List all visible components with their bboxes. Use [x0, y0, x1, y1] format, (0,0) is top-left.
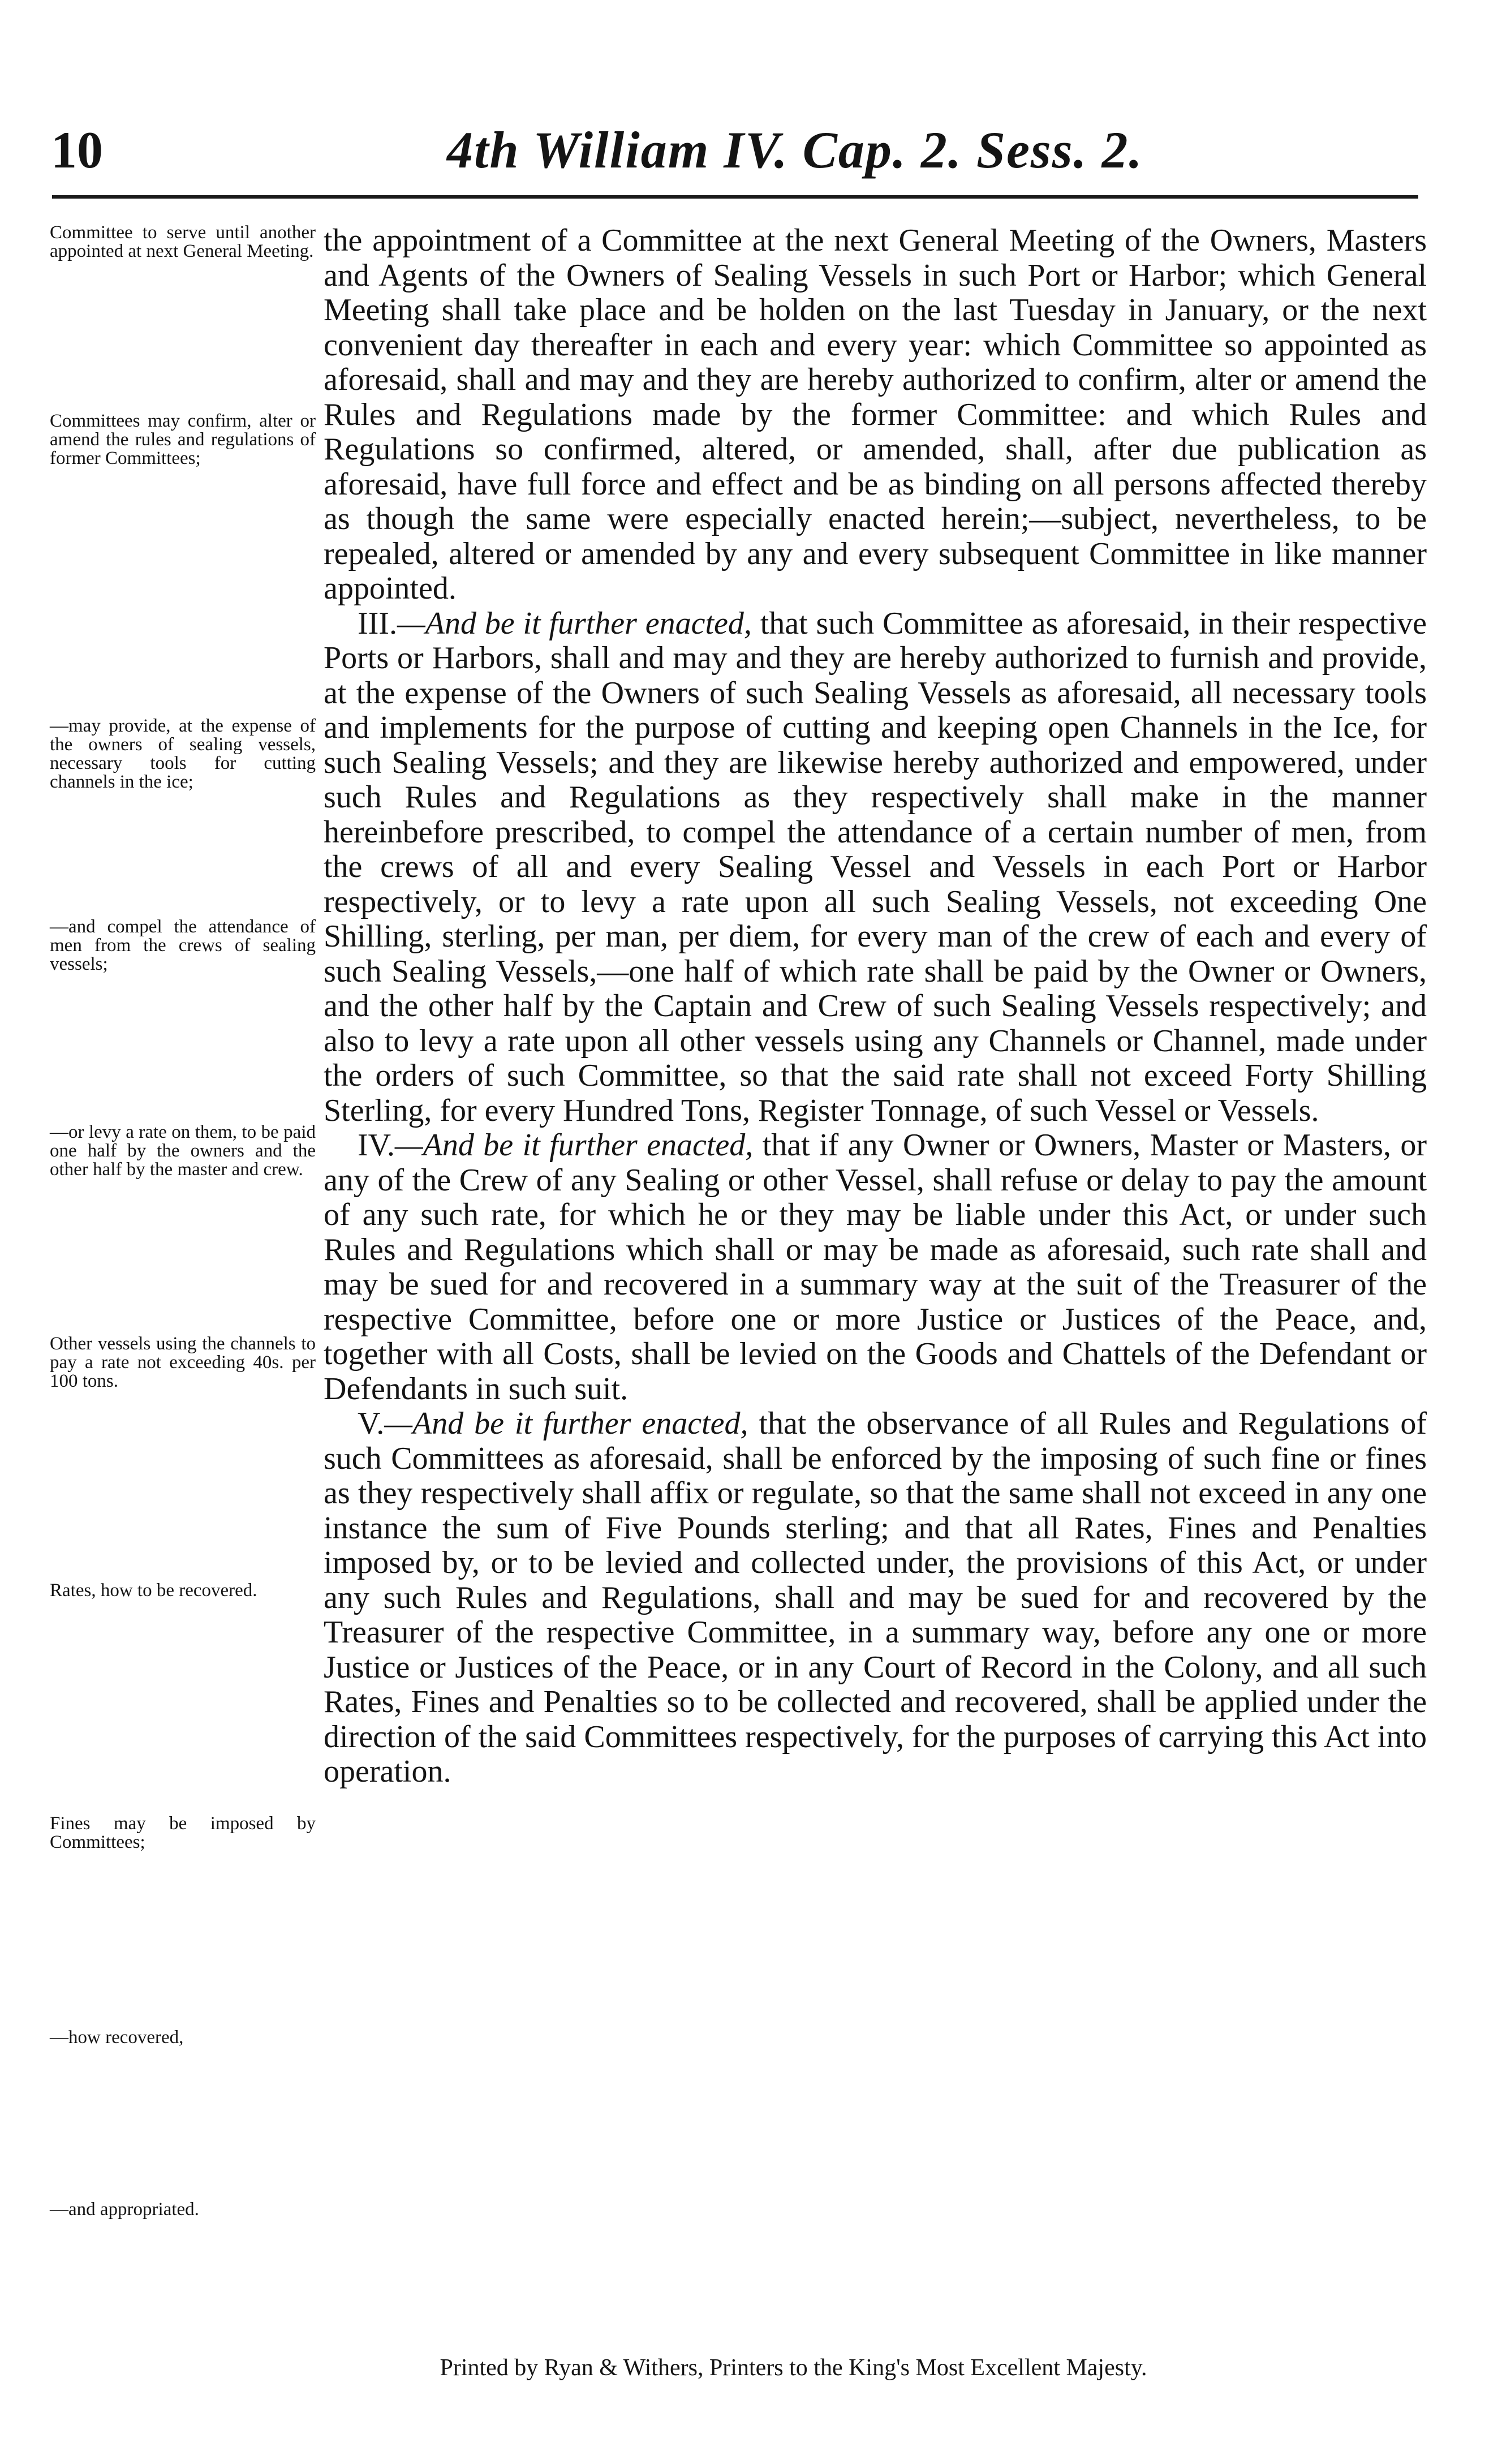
margin-note: —and appropriated. [50, 2199, 199, 2220]
section-enacting-clause: —And be it further enacted, [384, 1406, 748, 1441]
running-head: 4th William IV. Cap. 2. Sess. 2. [447, 121, 1143, 179]
paragraph-text: the appointment of a Committee at the next General Meeting of the Owners, Masters and Agents of the Owners of Sealing Vessels in such Port or Harbor; which General Meeting shall take place and be holden on the last Tuesday in January, or the next convenient day thereafter in each and every year: which Committee so appointed as aforesaid, shall and may and they are hereby authorized to confirm, alter or amend the Rules and Regulations made by the former Committee: and which Rules and Regulations so confirmed, altered, or amended, shall, after due publication as aforesaid, have full force and effect and be as binding on all persons affected thereby as though the same were especially enacted herein;—subject, nevertheless, to be repealed, altered or amended by any and every subsequent Committee in like manner appointed. [324, 223, 1427, 606]
section-paragraph [324, 607, 1427, 1129]
margin-note: Rates, how to be recovered. [50, 1580, 257, 1601]
margin-note: Other vessels using the channels to pay a rate not exceeding 40s. per 100 tons. [50, 1334, 316, 1391]
margin-notes [50, 223, 316, 2272]
page-header [51, 113, 1420, 187]
section-number: V. [358, 1406, 385, 1441]
margin-note: —or levy a rate on them, to be paid one half by the owners and the other half by the master and crew. [50, 1122, 316, 1180]
section-paragraph [324, 1128, 1427, 1407]
section-enacting-clause: —And be it further enacted, [397, 605, 752, 641]
margin-note: —and compel the attendance of men from the crews of sealing vessels; [50, 917, 316, 974]
section-number: III. [358, 605, 397, 641]
section-number: IV. [358, 1128, 395, 1163]
paragraph [324, 223, 1427, 607]
margin-note: —may provide, at the expense of the owners of sealing vessels, necessary tools for cutting channels in the ice; [50, 716, 316, 792]
margin-note: Fines may be imposed by Committees; [50, 1813, 316, 1852]
section-paragraph [324, 1407, 1427, 1790]
body-text [324, 223, 1427, 2272]
margin-note: Committees may confirm, alter or amend the rules and regulations of former Committees; [50, 411, 316, 468]
page-number: 10 [51, 121, 103, 179]
margin-note: Committee to serve until another appointed at next General Meeting. [50, 222, 316, 261]
header-rule [52, 195, 1418, 199]
printer-imprint: Printed by Ryan & Withers, Printers to the King's Most Excellent Majesty. [440, 2355, 1147, 2381]
margin-note: —how recovered, [50, 2027, 184, 2048]
paragraph-text: that such Committee as aforesaid, in their respective Ports or Harbors, shall and may and they are hereby authorized to furnish and provide, at the expense of the Owners of such Sealing Vessels as aforesaid, all necessary tools and implements for the purpose of cutting and keeping open Channels in the Ice, for such Sealing Vessels; and they are likewise hereby authorized and empowered, under such Rules and Regulations as they respectively shall make in the manner hereinbefore prescribed, to compel the attendance of a certain number of men, from the crews of all and every Sealing Vessel and Vessels in each Port or Harbor respectively, or to levy a rate upon all such Sealing Vessels, not exceeding One Shilling, sterling, per man, per diem, for every man of the crew of each and every of such Sealing Vessels,—one half of which rate shall be paid by the Owner or Owners, and the other half by the Captain and Crew of such Sealing Vessels respectively; and also to levy a rate upon all other vessels using any Channels or Channel, made under the orders of such Committee, so that the said rate shall not exceed Forty Shilling Sterling, for every Hundred Tons, Register Tonnage, of such Vessel or Vessels. [324, 605, 1427, 1128]
section-enacting-clause: —And be it further enacted, [394, 1128, 754, 1163]
paragraph-text: that the observance of all Rules and Regulations of such Committees as aforesaid, shall be enforced by the imposing of such fine or fines as they respectively shall affix or regulate, so that the same shall not exceed in any one instance the sum of Five Pounds sterling; and that all Rates, Fines and Penalties imposed by, or to be levied and collected under, the provisions of this Act, or under any such Rules and Regulations, shall and may be sued for and recovered by the Treasurer of the respective Committee, in a summary way, before any one or more Justice or Justices of the Peace, or in any Court of Record in the Colony, and all such Rates, Fines and Penalties so to be collected and recovered, shall be applied under the direction of the said Committees respectively, for the purposes of carrying this Act into operation. [324, 1406, 1427, 1789]
paragraph-text: that if any Owner or Owners, Master or Masters, or any of the Crew of any Sealing or other Vessel, shall refuse or delay to pay the amount of any such rate, for which he or they may be liable under this Act, or under such Rules and Regulations which shall or may be made as aforesaid, such rate shall and may be sued for and recovered in a summary way at the suit of the Treasurer of the respective Committee, before one or more Justice or Justices of the Peace, and, together with all Costs, shall be levied on the Goods and Chattels of the Defendant or Defendants in such suit. [324, 1128, 1427, 1407]
